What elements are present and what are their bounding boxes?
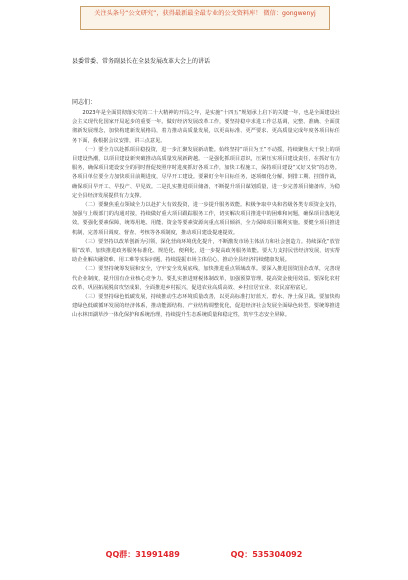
body-paragraph: （二）要聚焦重点领域全力以赴扩大有效投资，进一步提升服务效能。积极争取中央和省级各类专项资金支持，加强与上级部门的沟通对接，持续做好重大项目跟踪服务工作，切实解决项目推进中的困难和问题，确保项目落地见效。要强化要素保障，统筹用地、用能、资金等要素资源向重点项目倾斜，全力保障项目顺利实施。要健全项目推进机制，完善项目调度、督查、考核等各项制度，推动项目建设提速提效。 (72, 202, 340, 236)
salutation: 同志们： (72, 99, 97, 106)
promo-banner[interactable] (80, 6, 330, 30)
qq-label: QQ：535304092 (230, 550, 303, 559)
qq-group-label: QQ群：31991489 (105, 550, 180, 559)
footer-contact (0, 549, 408, 560)
promo-banner-text: 关注头条号“公文研究”，获得最新最全最专业的公文资料库！ 微信：gongwenyj (94, 10, 316, 17)
speech-body (72, 109, 340, 321)
body-paragraph: 2023年是全面贯彻落实党的二十大精神的开局之年，是实施“十四五”规划承上启下的关键一年，也是全面建设社会主义现代化国家开局起步的重要一年。做好经济发展改革工作，要坚持稳中求进工作总基调，完整、准确、全面贯彻新发展理念，加快构建新发展格局，着力推动高质量发展，以更高标准、更严要求、更高质量完成年度各项目标任务下面，我根据会议安排，讲三点意见。 (72, 110, 340, 144)
body-paragraph: （三）要坚持绿色低碳发展，持续推动生态环境质量改善，以更高标准打好蓝天、碧水、净土保卫战。要加快构建绿色低碳循环发展的经济体系，推动能源结构、产业结构调整优化，促进经济社会发展全面绿色转型。要统筹推进山水林田湖草沙一体化保护和系统治理，持续提升生态系统质量和稳定性，筑牢生态安全屏障。 (72, 294, 340, 319)
speech-heading: 县委常委、常务副县长在全县发展改革大会上的讲话 (72, 58, 211, 65)
body-paragraph: （一）要全力以赴抓项目稳投资，进一步汇聚发展新动能。始终坚持“项目为王”不动摇，持续聚焦大干快上的项目建设热潮，以项目建设新突破推动高质量发展新跨越。一是强化抓项目意识，压紧压实项目建设责任，在抓好有力服务，确保项目建设安全的同时督促按照序时进度抓好各项工作，加快工程施工，保持项目建设“又好又快”的态势。各项目单位要全力加快项目前期进度，尽早开工建设。要紧盯全年目标任务，逐项细化分解，倒排工期、挂图作战，确保项目早开工、早投产、早见效。二是扎实推进项目储备，不断提升项目谋划质量，进一步完善项目储备库，为稳定全县经济发展提供有力支撑。 (72, 146, 340, 199)
body-paragraph: （三）要坚持以改革创新为引领，深化营商环境优化提升，不断激发市场主体活力和社会创造力。持续深化“放管服”改革，加快推进政务服务标准化、规范化、便利化，进一步提高政务服务效能。要大力支持民营经济发展，切实帮助企业解决融资难、用工难等实际问题，持续提振市场主体信心，推动全县经济持续健康发展。 (72, 238, 340, 264)
body-paragraph: （二）要坚持统筹发展和安全，守牢安全发展底线，加快推进重点领域改革。要深入推进国资国企改革，完善现代企业制度，提升国有企业核心竞争力。要扎实推进财税体制改革，加强预算管理，提高资金使用效益。要深化农村改革，巩固拓展脱贫攻坚成果，全面推进乡村振兴，促进农业高质高效、乡村宜居宜业、农民富裕富足。 (72, 266, 340, 291)
